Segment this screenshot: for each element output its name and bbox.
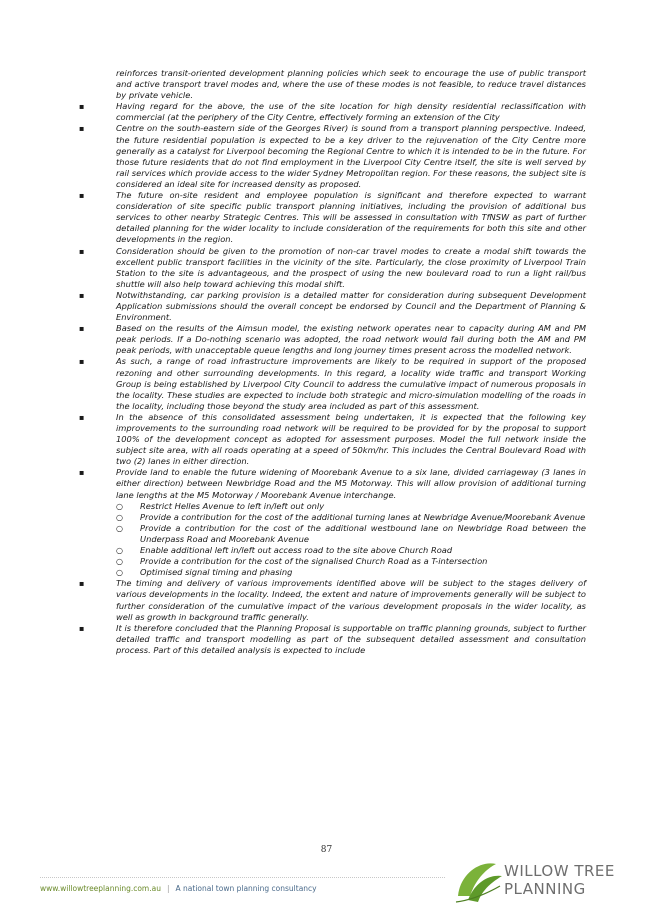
footer-divider (40, 877, 445, 878)
bullet-icon: ▪ (79, 102, 85, 112)
sub-bullet-item: ○ Provide a contribution for the cost of the additional turning lanes at Newbridge Avenue/Moorebank Avenue (116, 511, 586, 522)
bullet-icon: ▪ (79, 468, 85, 478)
bullet-icon: ▪ (79, 324, 85, 334)
sub-bullet-icon: ○ (116, 568, 123, 578)
footer-separator: | (166, 884, 170, 893)
sub-bullet-item: ○ Provide a contribution for the cost of the signalised Church Road as a T-intersection (116, 556, 488, 567)
page-number: 87 (320, 845, 333, 855)
bullet-icon: ▪ (79, 623, 85, 633)
sub-bullet-icon: ○ (116, 557, 123, 567)
bullet-item: ▪ Centre on the south-eastern side of the Georges River) is sound from a transport planning perspective. Indeed, the future residential population is expected to be a key driver to the rejuvenation of the City Centre more generally as a catalyst for Liverpool becoming the Regional Centre to which it is intended to be in the future. For those future residents that do not find employment in the Liverpool City Centre itself, the site is well served by rail services which provide access to the wider Sydney Metropolitan region. For these reasons, the subject site is considered an ideal site for increased density as proposed. (79, 123, 586, 189)
sub-bullet-icon: ○ (116, 546, 123, 556)
sub-bullet-item: ○ Restrict Helles Avenue to left in/left out only (116, 500, 325, 511)
paragraph-intro: reinforces transit-oriented development planning policies which seek to encourage the use of public transport and active transport travel modes and, where the use of these modes is not feasible, to reduce travel distances by private vehicle. (116, 68, 586, 101)
bullet-item: ▪ Having regard for the above, the use of the site location for high density residential reclassification with commercial (at the periphery of the City Centre, effectively forming an extension of the City (79, 101, 586, 123)
bullet-item: ▪ Notwithstanding, car parking provision is a detailed matter for consideration during subsequent Development Application submissions should the overall concept be endorsed by Council and the Department of Planning & Environment. (79, 289, 586, 323)
bullet-item: ▪ The future on-site resident and employee population is significant and therefore expected to warrant consideration of site specific public transport planning initiatives, including the provision of additional bus services to other nearby Strategic Centres. This will be assessed in consultation with TfNSW as part of further detailed planning for the wider locality to include consideration of the requirements for both this site and other developments in the region. (79, 190, 586, 245)
bullet-icon: ▪ (79, 124, 85, 134)
bullet-item: ▪ Based on the results of the Aimsun model, the existing network operates near to capacity during AM and PM peak periods. If a Do-nothing scenario was adopted, the road network would fail during both the AM and PM peak periods, with unacceptable queue lengths and long journey times present across the modelled network. (79, 323, 586, 356)
sub-bullet-icon: ○ (116, 523, 123, 533)
willow-tree-leaf-icon (452, 856, 506, 906)
sub-bullet-item: ○ Optimised signal timing and phasing (116, 567, 293, 578)
footer (40, 884, 317, 893)
bullet-item: ▪ In the absence of this consolidated assessment being undertaken, it is expected that the following key improvements to the surrounding road network will be required to be provided for by the proposal to support 100% of the development concept as adopted for assessment purposes. Model the full network inside the subject site area, with all roads operating at a speed of 50km/hr. This includes the Central Boulevard Road with two (2) lanes in either direction. (79, 411, 586, 467)
logo-line-1: WILLOW TREE (504, 862, 615, 880)
bullet-item: ▪ As such, a range of road infrastructure improvements are likely to be required in support of the proposed rezoning and other surrounding developments. In this regard, a locality wide traffic and transport Working Group is being established by Liverpool City Council to address the cumulative impact of numerous proposals in the locality. These studies are expected to include both strategic and micro-simulation modelling of the roads in the locality, including those beyond the study area included as part of this assessment. (79, 356, 586, 411)
bullet-icon: ▪ (79, 579, 85, 589)
document-body (79, 68, 586, 656)
sub-bullet-item: ○ Enable additional left in/left out access road to the site above Church Road (116, 545, 453, 556)
bullet-item: ▪ Provide land to enable the future widening of Moorebank Avenue to a six lane, divided carriageway (3 lanes in either direction) between Newbridge Road and the M5 Motorway. This will allow provision of additional turning lane lengths at the M5 Motorway / Moorebank Avenue interchange. (79, 467, 586, 500)
sub-bullet-icon: ○ (116, 512, 123, 522)
bullet-icon: ▪ (79, 357, 85, 367)
sub-bullet-icon: ○ (116, 501, 123, 511)
logo-line-2: PLANNING (504, 880, 586, 898)
bullet-icon: ▪ (79, 246, 85, 256)
company-logo (452, 856, 622, 906)
footer-website-link[interactable]: www.willowtreeplanning.com.au (40, 884, 161, 893)
bullet-item: ▪ The timing and delivery of various improvements identified above will be subject to the stages delivery of various developments in the locality. Indeed, the extent and nature of improvements generally will be subject to further consideration of the cumulative impact of the various development proposals in the wider locality, as well as growth in background traffic generally. (79, 578, 586, 622)
bullet-item: ▪ Consideration should be given to the promotion of non-car travel modes to create a modal shift towards the excellent public transport facilities in the vicinity of the site. Particularly, the close proximity of Liverpool Train Station to the site is advantageous, and the prospect of using the new boulevard road to run a light rail/bus shuttle will also help toward achieving this modal shift. (79, 245, 586, 289)
bullet-icon: ▪ (79, 191, 85, 201)
footer-tagline: A national town planning consultancy (175, 884, 317, 893)
bullet-item: ▪ It is therefore concluded that the Planning Proposal is supportable on traffic planning grounds, subject to further detailed traffic and transport modelling as part of the subsequent detailed assessment and consultation process. Part of this detailed analysis is expected to include (79, 622, 586, 655)
bullet-icon: ▪ (79, 290, 85, 300)
bullet-icon: ▪ (79, 412, 85, 422)
sub-bullet-item: ○ Provide a contribution for the cost of the additional westbound lane on Newbridge Road between the Underpass Road and Moorebank Avenue (116, 522, 586, 544)
